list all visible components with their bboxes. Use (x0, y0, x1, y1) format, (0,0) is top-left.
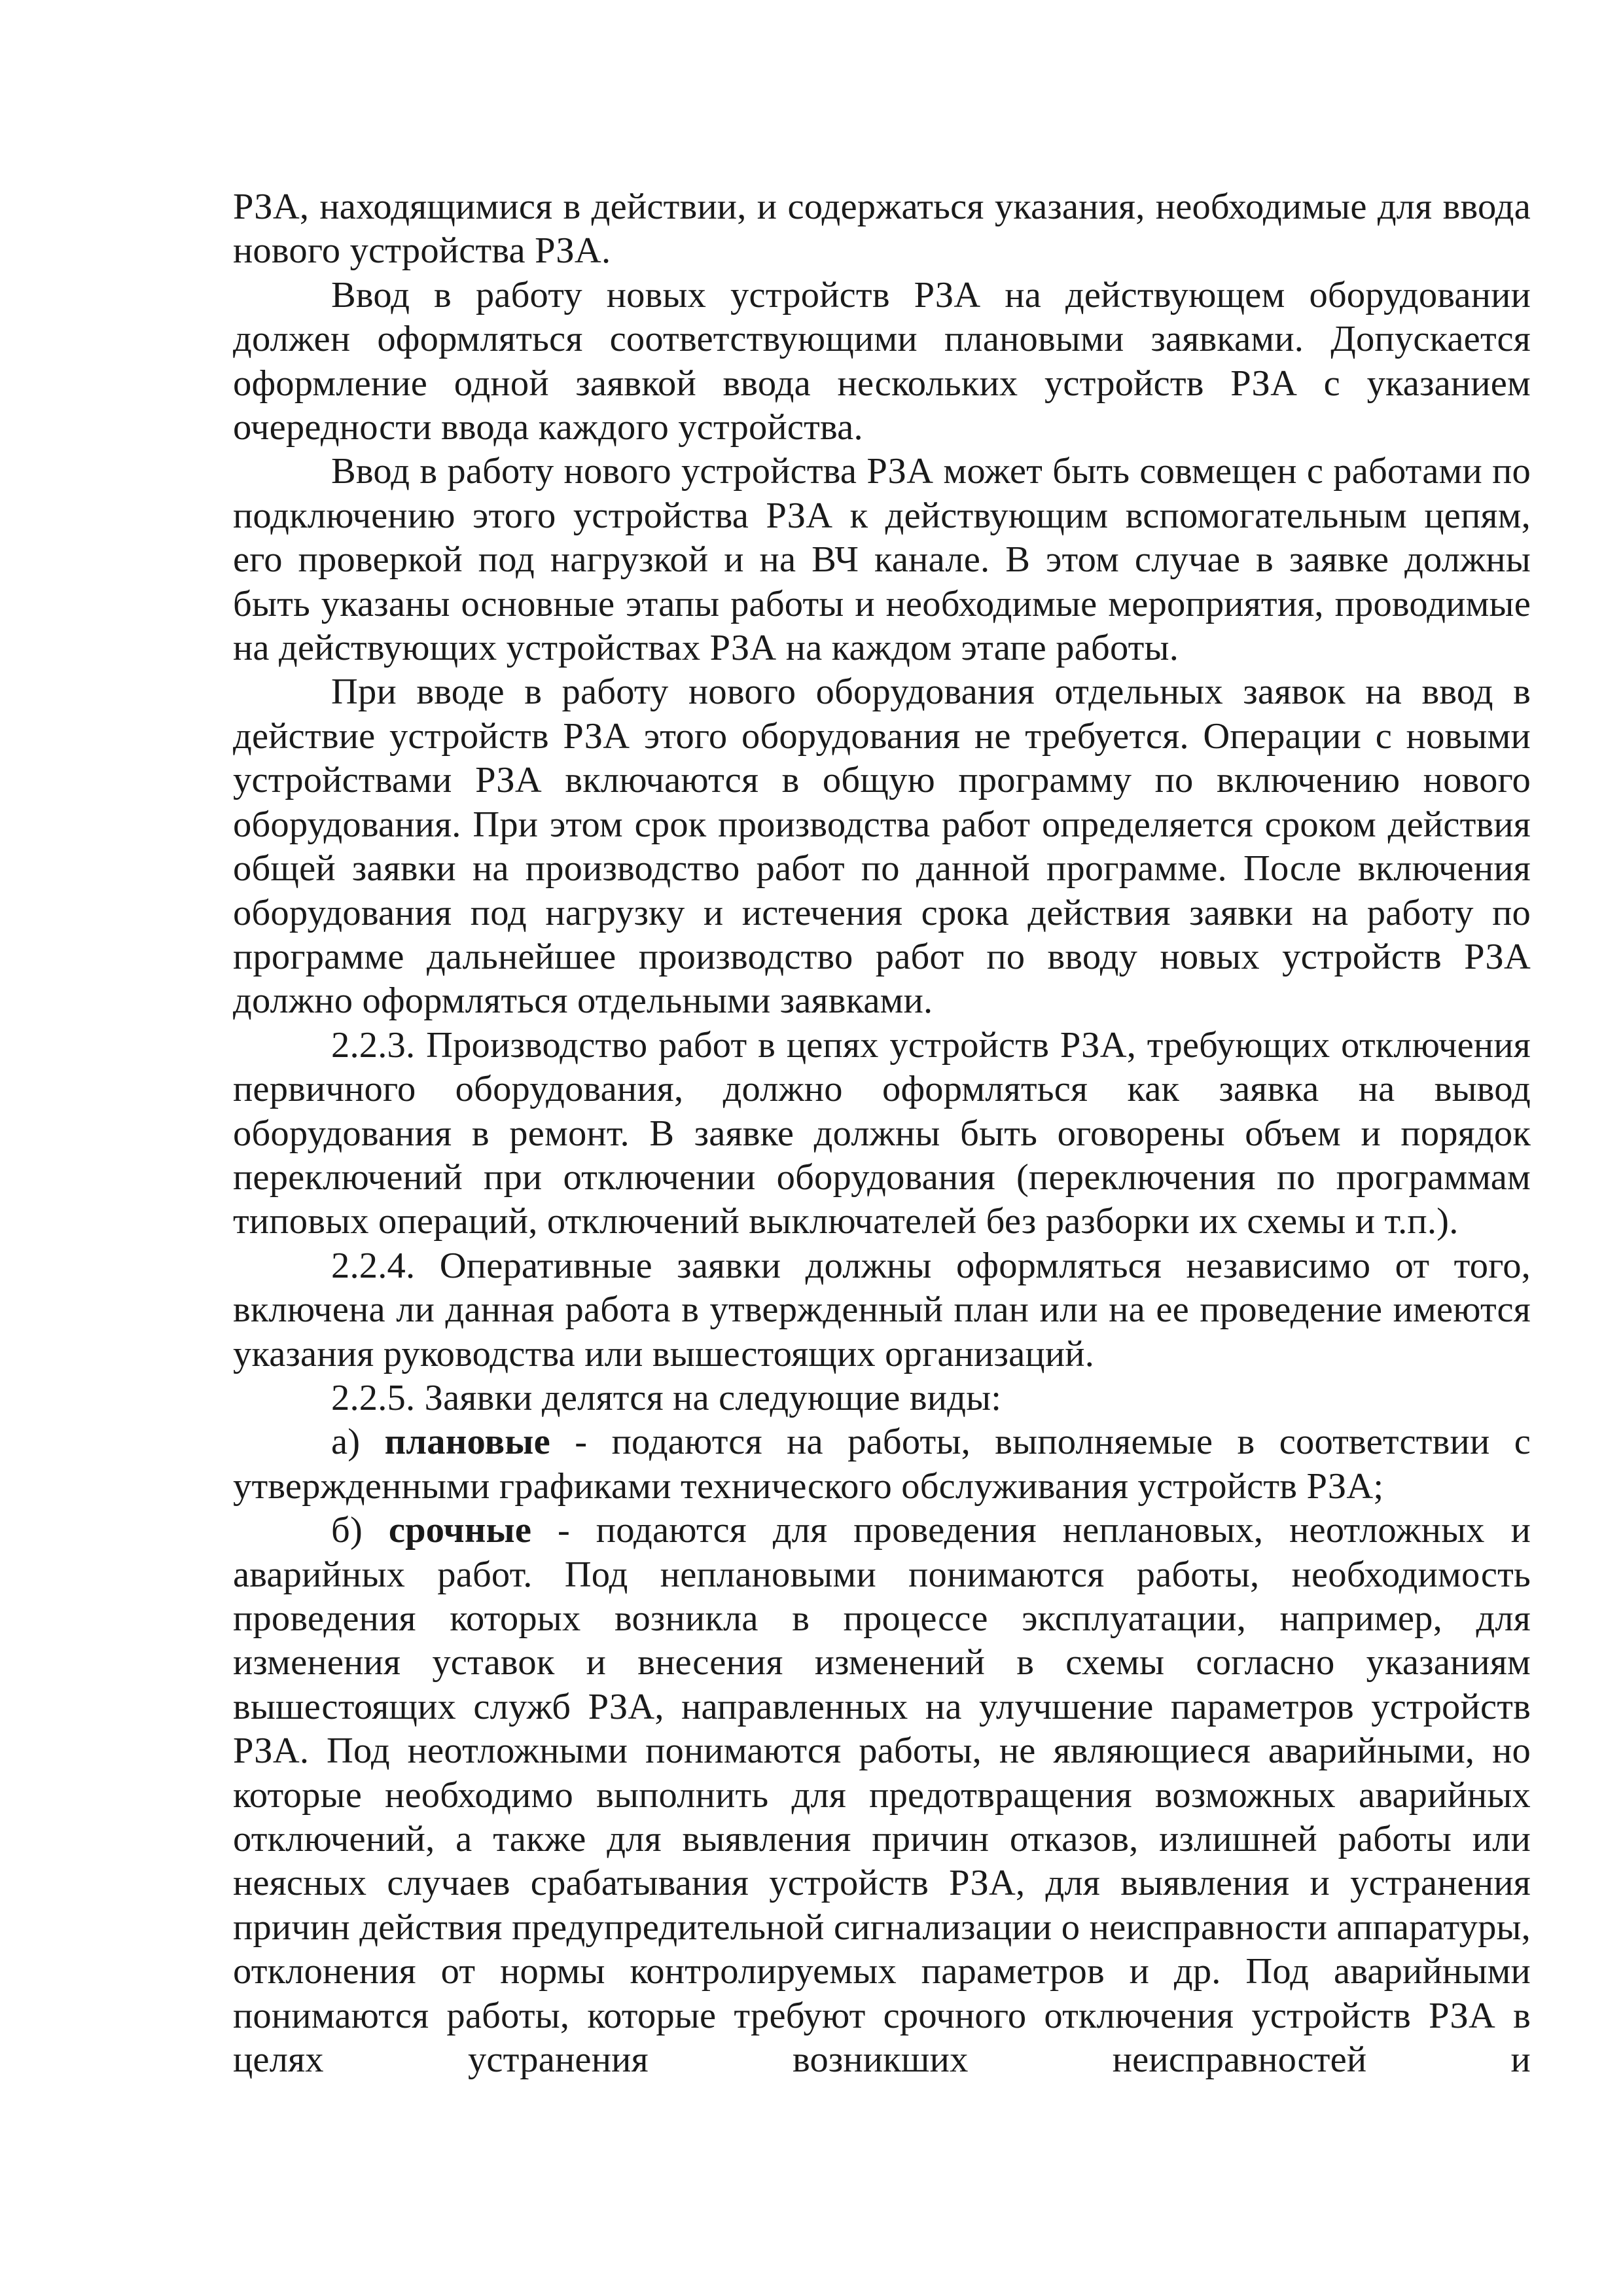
list-item-term: плановые (384, 1422, 550, 1463)
paragraph-text: 2.2.5. Заявки делятся на следующие виды: (331, 1377, 1002, 1418)
paragraph-new-devices-commissioning (233, 274, 1531, 450)
list-item-marker: б) (331, 1510, 389, 1551)
list-item-text: - подаются для проведения неплановых, неотложных и аварийных работ. Под неплановыми понимаются работы, необходимость проведения которых возникла в процессе эксплуатации, например, для изменения уставок и внесения изменений в схемы согласно указаниям вышестоящих служб РЗА, направленных на улучшение параметров устройств РЗА. Под неотложными понимаются работы, не являющиеся аварийными, но которые необходимо выполнить для предотвращения возможных аварийных отключений, а также для выявления причин отказов, излишней работы или неясных случаев срабатывания устройств РЗА, для выявления и устранения причин действия предупредительной сигнализации о неисправности аппаратуры, отклонения от нормы контролируемых параметров и др. Под аварийными понимаются работы, которые требуют срочного отключения устройств РЗА в целях устранения возникших неисправностей и (233, 1510, 1531, 2081)
paragraph-2-2-4 (233, 1244, 1531, 1376)
paragraph-text: 2.2.3. Производство работ в цепях устройств РЗА, требующих отключения первичного оборудования, должно оформляться как заявка на вывод оборудования в ремонт. В заявке должны быть оговорены объем и порядок переключений при отключении оборудования (переключения по программам типовых операций, отключений выключателей без разборки их схемы и т.п.). (233, 1024, 1531, 1242)
list-item-urgent (233, 1509, 1531, 2082)
paragraph-combined-works (233, 450, 1531, 670)
paragraph-text: При вводе в работу нового оборудования отдельных заявок на ввод в действие устройств РЗА этого оборудования не требуется. Операции с новыми устройствами РЗА включаются в общую программу по включению нового оборудования. При этом срок производства работ определяется сроком действия общей заявки на производство работ по данной программе. После включения оборудования под нагрузку и истечения срока действия заявки на работу по программе дальнейшее производство работ по вводу новых устройств РЗА должно оформляться отдельными заявками. (233, 672, 1531, 1022)
paragraph-text: РЗА, находящимися в действии, и содержаться указания, необходимые для ввода нового устройства РЗА. (233, 187, 1531, 272)
list-item-planned (233, 1420, 1531, 1509)
paragraph-2-2-5 (233, 1376, 1531, 1420)
paragraph-continuation (233, 185, 1531, 274)
list-item-text: - подаются на работы, выполняемые в соответствии с утвержденными графиками технического обслуживания устройств РЗА; (233, 1422, 1531, 1507)
list-item-marker: а) (331, 1422, 385, 1463)
paragraph-2-2-3 (233, 1024, 1531, 1244)
paragraph-new-equipment (233, 670, 1531, 1023)
paragraph-text: 2.2.4. Оперативные заявки должны оформляться независимо от того, включена ли данная работа в утвержденный план или на ее проведение имеются указания руководства или вышестоящих организаций. (233, 1245, 1531, 1374)
paragraph-text: Ввод в работу новых устройств РЗА на действующем оборудовании должен оформляться соответствующими плановыми заявками. Допускается оформление одной заявкой ввода нескольких устройств РЗА с указанием очередности ввода каждого устройства. (233, 274, 1531, 448)
paragraph-text: Ввод в работу нового устройства РЗА может быть совмещен с работами по подключению этого устройства РЗА к действующим вспомогательным цепям, его проверкой под нагрузкой и на ВЧ канале. В этом случае в заявке должны быть указаны основные этапы работы и необходимые мероприятия, проводимые на действующих устройствах РЗА на каждом этапе работы. (233, 451, 1531, 669)
document-body (233, 185, 1531, 2082)
list-item-term: срочные (388, 1510, 532, 1551)
